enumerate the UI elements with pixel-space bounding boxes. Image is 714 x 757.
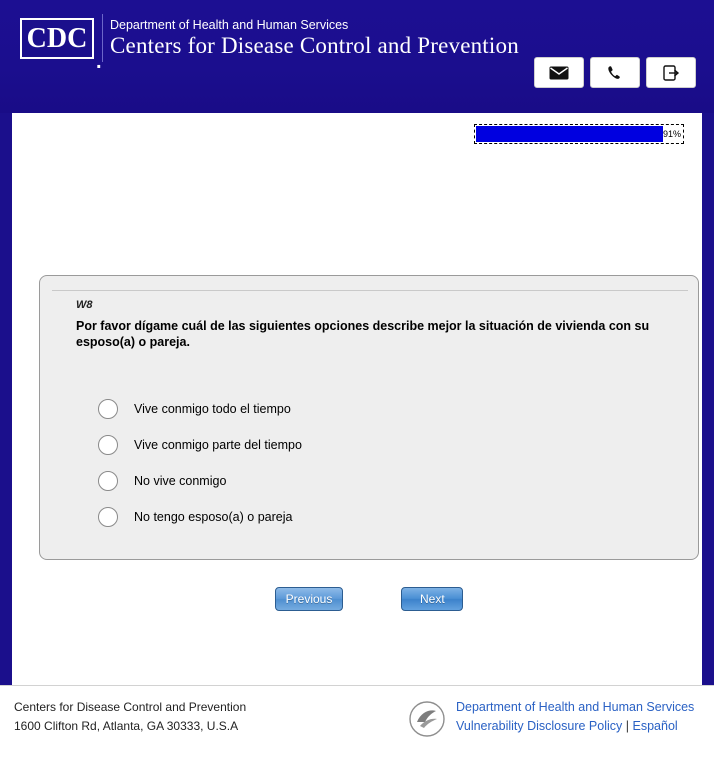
answer-option-label: Vive conmigo todo el tiempo <box>134 402 291 416</box>
answer-option-2[interactable] <box>98 427 658 463</box>
agency-department-label: Department of Health and Human Services <box>110 18 349 32</box>
site-header <box>0 0 714 113</box>
site-footer <box>0 685 714 757</box>
question-id-label: W8 <box>76 299 93 311</box>
header-divider <box>102 14 103 62</box>
progress-bar-fill <box>476 126 663 142</box>
footer-org-name: Centers for Disease Control and Prevention <box>14 700 247 714</box>
radio-icon[interactable] <box>98 399 118 419</box>
question-text: Por favor dígame cuál de las siguientes opciones describe mejor la situación de vivienda con su esposo(a) o pareja. <box>76 319 650 349</box>
cdc-logo-text: CDC <box>26 22 88 54</box>
footer-address: 1600 Clifton Rd, Atlanta, GA 30333, U.S.A <box>14 719 239 733</box>
mail-icon <box>549 66 569 80</box>
navigation-buttons <box>12 587 714 611</box>
footer-link-separator: | <box>625 719 630 733</box>
footer-link-vulnerability-disclosure[interactable]: Vulnerability Disclosure Policy <box>456 719 623 733</box>
answer-option-1[interactable] <box>98 391 658 427</box>
answer-options-list <box>98 391 658 535</box>
progress-percent-label: 91% <box>662 129 681 139</box>
answer-option-4[interactable] <box>98 499 658 535</box>
cdc-logo <box>20 18 94 59</box>
progress-bar-container <box>474 124 684 144</box>
radio-icon[interactable] <box>98 435 118 455</box>
phone-icon <box>607 65 623 81</box>
cdc-logo-dot: . <box>96 51 102 73</box>
phone-button[interactable] <box>590 57 640 88</box>
footer-link-espanol[interactable]: Español <box>632 719 678 733</box>
header-action-buttons <box>534 57 696 88</box>
radio-icon[interactable] <box>98 507 118 527</box>
agency-name-label: Centers for Disease Control and Prevention <box>110 33 519 58</box>
footer-address-block <box>14 698 246 736</box>
answer-option-label: Vive conmigo parte del tiempo <box>134 438 302 452</box>
answer-option-3[interactable] <box>98 463 658 499</box>
next-button[interactable]: Next <box>401 587 463 611</box>
answer-option-label: No tengo esposo(a) o pareja <box>134 510 293 524</box>
previous-button[interactable]: Previous <box>275 587 344 611</box>
radio-icon[interactable] <box>98 471 118 491</box>
login-button[interactable] <box>646 57 696 88</box>
hhs-seal-icon <box>408 700 446 738</box>
mail-button[interactable] <box>534 57 584 88</box>
answer-option-label: No vive conmigo <box>134 474 227 488</box>
login-icon <box>663 65 680 81</box>
card-top-rule <box>52 290 688 291</box>
question-card <box>39 275 699 560</box>
survey-page <box>0 113 714 685</box>
footer-link-hhs[interactable]: Department of Health and Human Services <box>456 700 695 714</box>
footer-links <box>456 698 694 736</box>
